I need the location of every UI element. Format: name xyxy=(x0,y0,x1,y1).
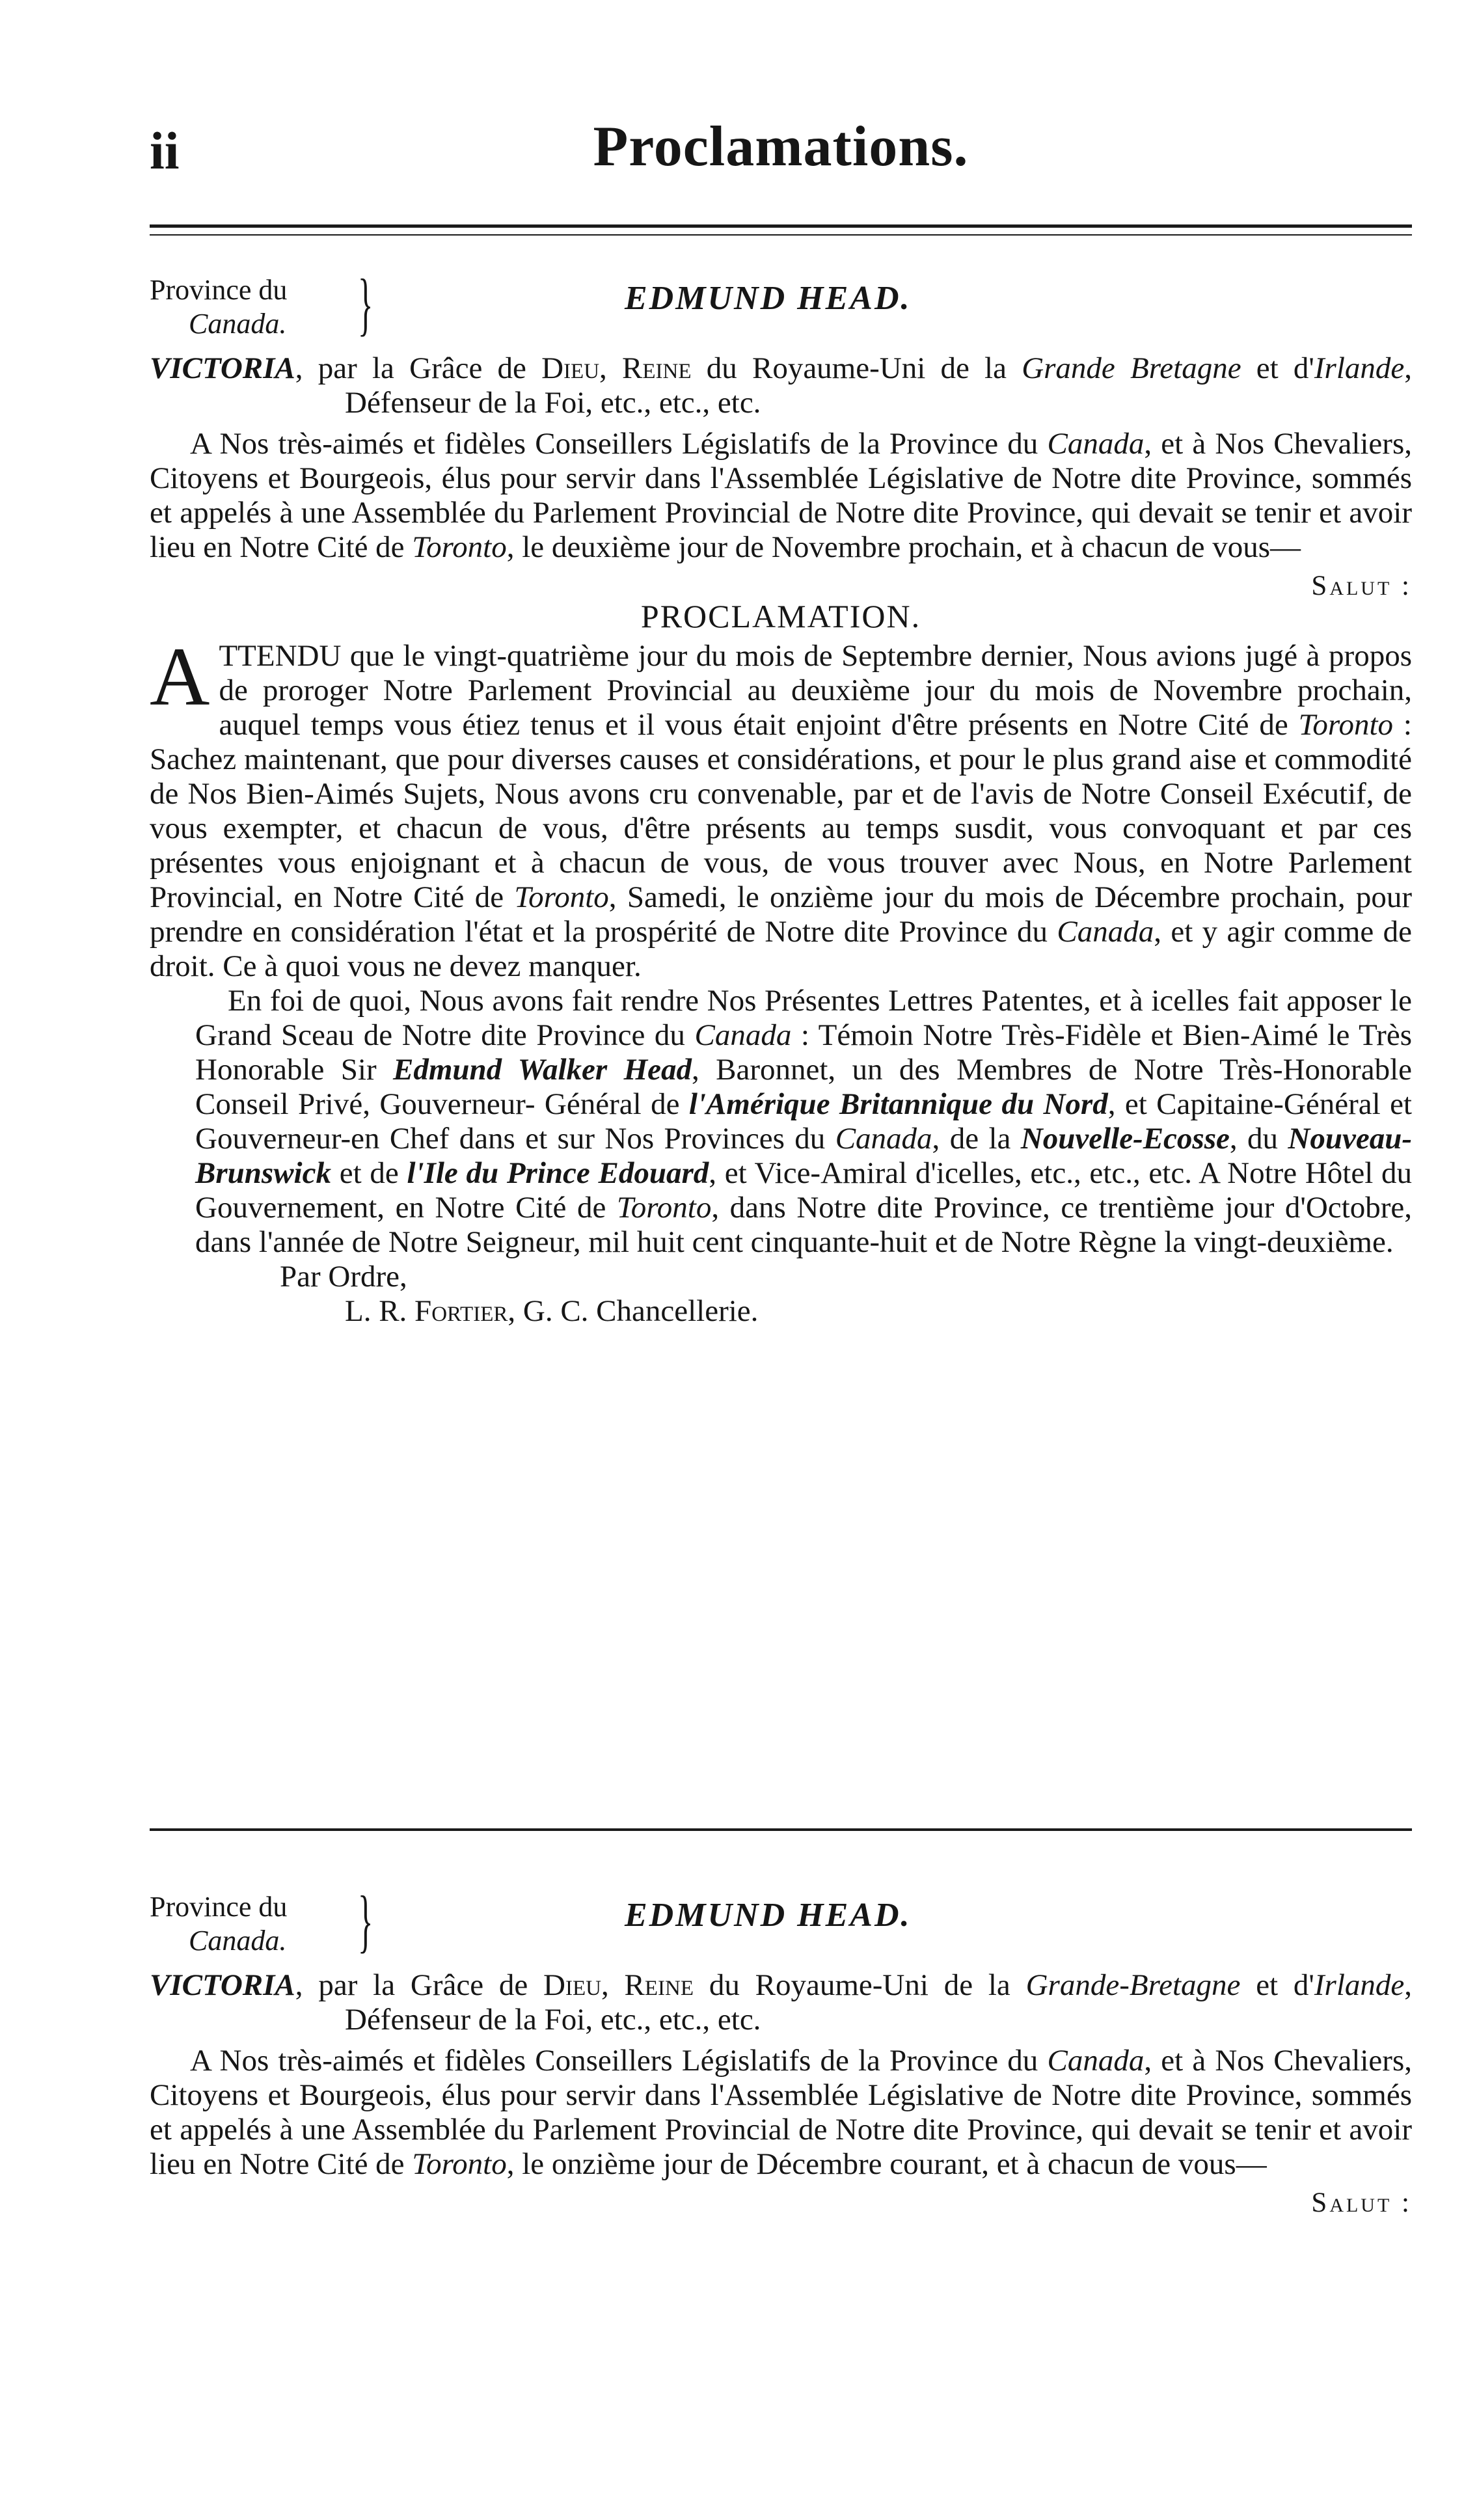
province-heading xyxy=(150,265,1412,351)
governor-name: EDMUND HEAD. xyxy=(625,280,912,317)
witness-text: , du xyxy=(1229,1122,1288,1156)
province-label xyxy=(150,1890,371,1958)
witness-text: , de la xyxy=(932,1122,1021,1156)
address-text: Toronto xyxy=(412,530,507,564)
title-text: Grande Bretagne xyxy=(1022,351,1241,385)
address-paragraph xyxy=(150,2044,1412,2182)
witness-text: Toronto xyxy=(616,1191,712,1225)
body-text: Toronto xyxy=(1298,708,1394,742)
witness-text: , dans Notre dite Province, ce trentième jour d'Octobre, dans l'année de Notre Seigneur, mil huit cent cinquante-huit et de Notre Règne la vingt-deuxième. xyxy=(195,1191,1412,1259)
witness-text: Nouveau-Brunswick xyxy=(195,1122,1413,1190)
witness-text: Canada xyxy=(835,1122,932,1156)
proclamation-heading: PROCLAMATION. xyxy=(640,598,921,634)
province-label xyxy=(150,273,371,341)
witness-text: Nouvelle-Ecosse xyxy=(1020,1122,1230,1156)
proclamation-2 xyxy=(150,1882,1413,2220)
province-line-2: Canada. xyxy=(189,308,287,340)
royal-title xyxy=(150,351,1412,420)
brace-glyph: } xyxy=(358,1882,373,1960)
body-text: , et y agir comme de droit. Ce à quoi vous ne devez manquer. xyxy=(150,915,1412,983)
proclamation-body xyxy=(150,630,1413,984)
running-title: Proclamations. xyxy=(593,115,969,178)
address-text: Canada xyxy=(1047,2044,1145,2078)
witness-text: Canada xyxy=(694,1018,792,1052)
title-text: , xyxy=(599,351,623,385)
title-text: Reine xyxy=(622,351,692,385)
title-text: , Défenseur de la Foi, etc., etc., etc. xyxy=(345,351,1413,420)
title-text: Reine xyxy=(624,1968,694,2002)
title-text: Grande-Bretagne xyxy=(1025,1968,1241,2002)
drop-cap: A xyxy=(150,630,210,723)
witness-text: : Témoin Notre Très-Fidèle et Bien-Aimé le Très Honorable Sir xyxy=(195,1018,1412,1087)
title-text: , par la Grâce de xyxy=(295,1968,544,2002)
royal-title xyxy=(150,1968,1412,2037)
witness-text: En foi de quoi, Nous avons fait rendre Nos Présentes Lettres Patentes, et à icelles fait apposer le Grand Sceau de Notre dite Province du xyxy=(195,984,1412,1052)
sovereign-name: VICTORIA xyxy=(150,351,295,385)
signature-title: , G. C. Chancellerie. xyxy=(508,1294,759,1328)
address-text: A Nos très-aimés et fidèles Conseillers Législatifs de la Province du xyxy=(190,427,1048,461)
address-text: Canada xyxy=(1047,427,1145,461)
province-line-1: Province du xyxy=(150,274,288,306)
title-text: , par la Grâce de xyxy=(295,351,542,385)
signature xyxy=(150,1294,1412,1329)
salutation: Salut : xyxy=(1311,2188,1412,2218)
address-text: , et à Nos Chevaliers, Citoyens et Bourgeois, élus pour servir dans l'Assemblée Législative de Notre dite Province, sommés et appelés à une Assemblée du Parlement Provincial de Notre dite Province, qui devait se tenir et avoir lieu en Notre Cité de xyxy=(150,2044,1412,2181)
salutation: Salut : xyxy=(1311,571,1412,601)
address-text: , et à Nos Chevaliers, Citoyens et Bourgeois, élus pour servir dans l'Assemblée Législative de Notre dite Province, sommés et appelés à une Assemblée du Parlement Provincial de Notre dite Province, qui devait se tenir et avoir lieu en Notre Cité de xyxy=(150,427,1412,564)
title-text: Irlande xyxy=(1314,1968,1405,2002)
address-text: A Nos très-aimés et fidèles Conseillers Législatifs de la Province du xyxy=(190,2044,1048,2078)
signature-name: L. R. Fortier xyxy=(345,1294,508,1328)
witness-paragraph xyxy=(150,984,1412,1260)
section-divider xyxy=(150,1828,1412,1831)
body-text: Toronto xyxy=(514,880,609,914)
witness-text: , Baronnet, un des Membres de Notre Très-Honorable Conseil Privé, Gouverneur- Général de xyxy=(195,1053,1412,1121)
province-line-2: Canada. xyxy=(189,1925,287,1957)
proclamation-1 xyxy=(150,265,1413,1329)
witness-text: l'Amérique Britannique du Nord xyxy=(688,1087,1108,1121)
body-text: Canada xyxy=(1057,915,1154,949)
address-text: , le onzième jour de Décembre courant, et à chacun de vous— xyxy=(506,2147,1267,2181)
title-text: , xyxy=(601,1968,625,2002)
address-paragraph xyxy=(150,427,1412,565)
title-text: du Royaume-Uni de la xyxy=(691,351,1022,385)
par-ordre: Par Ordre, xyxy=(280,1260,407,1294)
body-text: TTENDU que le vingt-quatrième jour du mois de Septembre dernier, Nous avions jugé à propos de proroger Notre Parlement Provincial au deuxième jour du mois de Novembre prochain, auquel temps vous étiez tenus et il vous était enjoint d'être présents en Notre Cité de xyxy=(219,639,1412,742)
body-text: : Sachez maintenant, que pour diverses causes et considérations, et pour le plus grand aise et commodité de Nos Bien-Aimés Sujets, Nous avons cru convenable, par et de l'avis de Notre Conseil Exécutif, de vous exempter, et chacun de vous, d'être présents au temps susdit, vous convoquant et par ces présentes vous enjoignant et à chacun de vous, de vous trouver avec Nous, en Notre Parlement Provincial, en Notre Cité de xyxy=(150,708,1412,914)
address-text: Toronto xyxy=(412,2147,507,2181)
title-text: et d' xyxy=(1241,351,1314,385)
witness-text: Edmund Walker Head xyxy=(392,1053,692,1087)
title-text: du Royaume-Uni de la xyxy=(694,1968,1026,2002)
address-text: , le deuxième jour de Novembre prochain, et à chacun de vous— xyxy=(506,530,1301,564)
province-heading xyxy=(150,1882,1412,1968)
title-text: Irlande xyxy=(1314,351,1405,385)
witness-text: , et Vice-Amiral d'icelles, etc., etc., etc. A Notre Hôtel du Gouvernement, en Notre Cité de xyxy=(195,1156,1413,1225)
page-header xyxy=(150,114,1412,192)
page-number: ii xyxy=(150,121,180,180)
header-double-rule xyxy=(150,224,1412,236)
brace-glyph: } xyxy=(358,265,373,343)
sovereign-name: VICTORIA xyxy=(150,1968,295,2002)
title-text: Dieu xyxy=(541,351,600,385)
title-text: et d' xyxy=(1240,1968,1314,2002)
governor-name: EDMUND HEAD. xyxy=(625,1897,912,1934)
witness-text: , et Capitaine-Général et Gouverneur-en Chef dans et sur Nos Provinces du xyxy=(195,1087,1412,1156)
body-text: , Samedi, le onzième jour du mois de Décembre prochain, pour prendre en considération l'état et la prospérité de Notre dite Province du xyxy=(150,880,1413,949)
witness-text: l'Ile du Prince Edouard xyxy=(407,1156,709,1190)
witness-text: et de xyxy=(331,1156,407,1190)
title-text: , Défenseur de la Foi, etc., etc., etc. xyxy=(345,1968,1413,2037)
title-text: Dieu xyxy=(543,1968,601,2002)
province-line-1: Province du xyxy=(150,1891,288,1923)
